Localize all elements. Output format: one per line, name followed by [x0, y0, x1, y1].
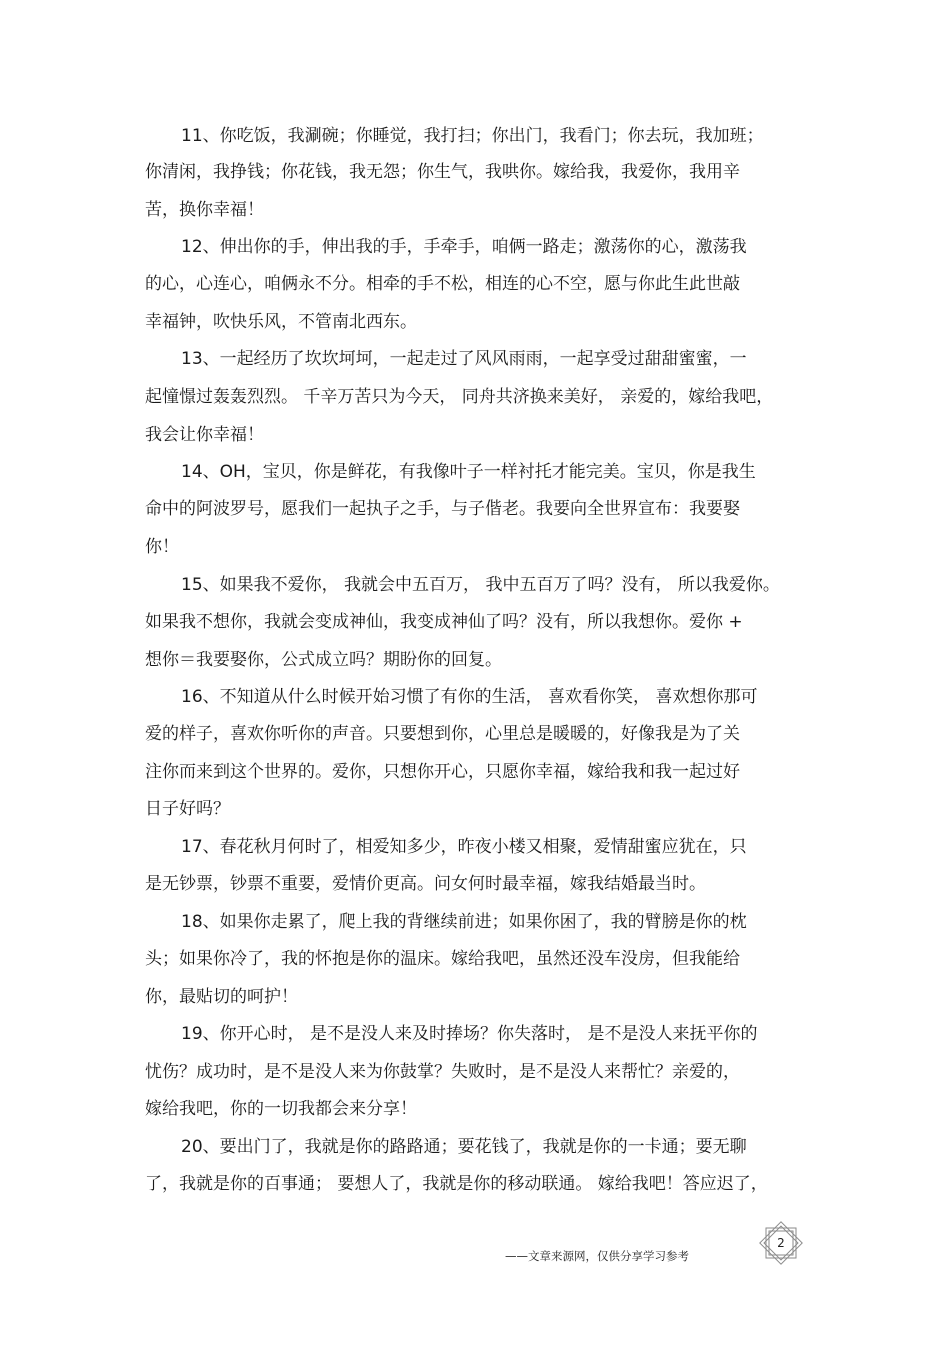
page-number: 2	[777, 1236, 785, 1250]
paragraph-12-line-2: 的心，心连心，咱俩永不分。相牵的手不松，相连的心不空，愿与你此生此世敲	[145, 274, 740, 294]
paragraph-13-line-2: 起憧憬过轰轰烈烈。 千辛万苦只为今天， 同舟共济换来美好， 亲爱的，嫁给我吧，	[145, 387, 774, 407]
paragraph-12-line-3: 幸福钟，吹快乐风，不管南北西东。	[145, 312, 417, 332]
paragraph-14-line-1: 14、OH，宝贝，你是鲜花，有我像叶子一样衬托才能完美。宝贝，你是我生	[181, 462, 756, 482]
paragraph-15-line-2: 如果我不想你，我就会变成神仙，我变成神仙了吗？没有，所以我想你。爱你 +	[145, 612, 743, 632]
paragraph-11-line-3: 苦，换你幸福！	[145, 200, 264, 220]
paragraph-15-line-3: 想你＝我要娶你，公式成立吗？期盼你的回复。	[145, 650, 502, 670]
paragraph-16-line-1: 16、不知道从什么时候开始习惯了有你的生活， 喜欢看你笑， 喜欢想你那可	[181, 687, 758, 707]
paragraph-18-line-1: 18、如果你走累了，爬上我的背继续前进；如果你困了，我的臂膀是你的枕	[181, 912, 747, 932]
paragraph-15-line-1: 15、如果我不爱你， 我就会中五百万， 我中五百万了吗？没有， 所以我爱你。	[181, 575, 780, 595]
paragraph-13-line-3: 我会让你幸福！	[145, 425, 264, 445]
paragraph-19-line-3: 嫁给我吧，你的一切我都会来分享！	[145, 1099, 417, 1119]
paragraph-11-line-2: 你清闲，我挣钱；你花钱，我无怨；你生气，我哄你。嫁给我，我爱你，我用辛	[145, 162, 740, 182]
paragraph-12-line-1: 12、伸出你的手，伸出我的手，手牵手，咱俩一路走；激荡你的心，激荡我	[181, 237, 747, 257]
paragraph-20-line-1: 20、要出门了，我就是你的路路通；要花钱了，我就是你的一卡通；要无聊	[181, 1137, 747, 1157]
paragraph-11-line-1: 11、你吃饭，我涮碗；你睡觉，我打扫；你出门，我看门；你去玩，我加班；	[181, 126, 764, 146]
page-number-badge	[757, 1219, 805, 1267]
paragraph-19-line-2: 忧伤？成功时，是不是没人来为你鼓掌？失败时，是不是没人来帮忙？亲爱的，	[145, 1062, 740, 1082]
paragraph-14-line-3: 你！	[145, 537, 179, 557]
paragraph-16-line-4: 日子好吗？	[145, 799, 230, 819]
paragraph-17-line-1: 17、春花秋月何时了，相爱知多少，昨夜小楼又相聚，爱情甜蜜应犹在，只	[181, 837, 747, 857]
paragraph-16-line-2: 爱的样子，喜欢你听你的声音。只要想到你，心里总是暖暖的，好像我是为了关	[145, 724, 740, 744]
paragraph-19-line-1: 19、你开心时， 是不是没人来及时捧场？你失落时， 是不是没人来抚平你的	[181, 1024, 758, 1044]
footer-source-text: ——文章来源网，仅供分享学习参考	[505, 1249, 689, 1263]
paragraph-13-line-1: 13、一起经历了坎坎坷坷，一起走过了风风雨雨，一起享受过甜甜蜜蜜，一	[181, 349, 747, 369]
paragraph-18-line-2: 头；如果你冷了，我的怀抱是你的温床。嫁给我吧，虽然还没车没房，但我能给	[145, 949, 740, 969]
paragraph-17-line-2: 是无钞票，钞票不重要，爱情价更高。问女何时最幸福，嫁我结婚最当时。	[145, 874, 706, 894]
paragraph-20-line-2: 了，我就是你的百事通； 要想人了，我就是你的移动联通。 嫁给我吧！答应迟了，	[145, 1174, 768, 1194]
paragraph-18-line-3: 你，最贴切的呵护！	[145, 987, 298, 1007]
paragraph-16-line-3: 注你而来到这个世界的。爱你，只想你开心，只愿你幸福，嫁给我和我一起过好	[145, 762, 740, 782]
paragraph-14-line-2: 命中的阿波罗号，愿我们一起执子之手，与子偕老。我要向全世界宣布：我要娶	[145, 499, 740, 519]
